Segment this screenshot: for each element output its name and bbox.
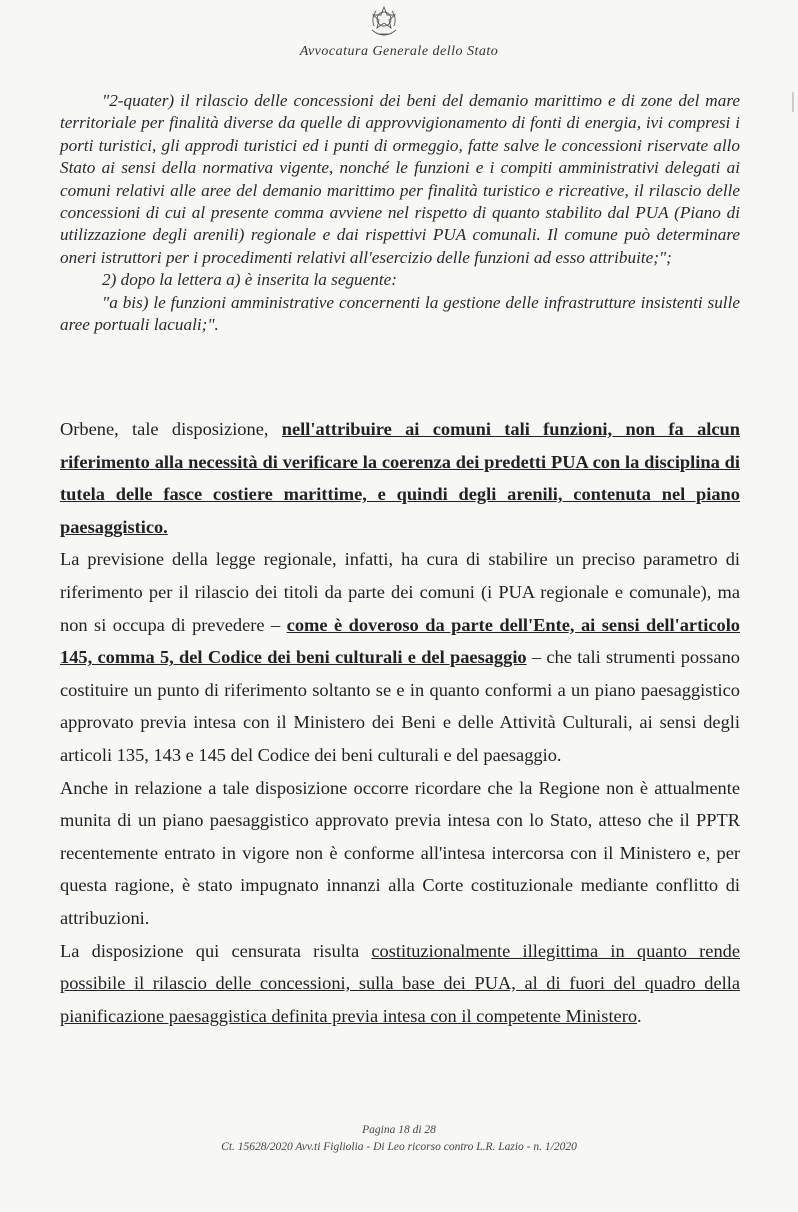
para4-underlined: costituzionalmente illegittima in quanto rende possibile il rilascio delle concessioni, sulla base dei PUA, al di fuori del quadro della pianificazione paesaggistica definita previa intesa con il competente Ministero	[60, 940, 741, 1026]
quoted-law-text	[60, 90, 740, 336]
body-text	[60, 413, 740, 1032]
quote-paragraph-3: "a bis) le funzioni amministrative concernenti la gestione delle infrastrutture insistenti sulle aree portuali lacuali;".	[60, 292, 740, 335]
page-footer	[0, 1122, 798, 1156]
margin-mark	[792, 92, 794, 112]
quote-paragraph-1: "2-quater) il rilascio delle concessioni dei beni del demanio marittimo e di zone del mare territoriale per finalità diverse da quelle di approvvigionamento di fonti di energia, ivi compresi i porti turistici, gli approdi turistici ed i punti di ormeggio, fatte salve le concessioni riservate allo Stato ai sensi della normativa vigente, nonché le funzioni e i compiti amministrativi delegati ai comuni relativi alle aree del demanio marittimo per finalità turistico e ricreative, il rilascio delle concessioni di cui al presente comma avviene nel rispetto di quanto stabilito dal PUA (Piano di utilizzazione degli arenili) regionale e dai rispettivi PUA comunali. Il comune può determinare oneri istruttori per i procedimenti relativi all'esercizio delle funzioni ad esso attribuite;";	[60, 91, 740, 267]
para1-emphasis: nell'attribuire ai comuni tali funzioni, non fa alcun riferimento alla necessità di verificare la coerenza dei predetti PUA con la disciplina di tutela delle fasce costiere marittime, e quindi degli arenili, contenuta nel piano paesaggistico.	[60, 419, 740, 537]
para4-plain-end: .	[637, 1005, 642, 1026]
para4-plain-start: La disposizione qui censurata risulta	[60, 940, 372, 961]
body-paragraph-3: Anche in relazione a tale disposizione occorre ricordare che la Regione non è attualmente munita di un piano paesaggistico approvato previa intesa con lo Stato, atteso che il PPTR recentemente entrato in vigore non è conforme all'intesa intercorsa con il Ministero e, per questa ragione, è stato impugnato innanzi alla Corte costituzionale mediante conflitto di attribuzioni.	[60, 777, 740, 928]
para2-emphasis: come è doveroso da parte dell'Ente, ai sensi dell'articolo 145, comma 5, del Codice dei beni culturali e del paesaggio	[60, 614, 740, 668]
header-title: Avvocatura Generale dello Stato	[299, 44, 499, 59]
case-reference: Ct. 15628/2020 Avv.ti Figliolia - Di Leo ricorso contro L.R. Lazio - n. 1/2020	[221, 1141, 577, 1153]
para2-plain-start: La previsione della legge regionale, infatti, ha cura di stabilire un preciso parametro di riferimento per il rilascio dei titoli da parte dei comuni (i PUA regionale e comunale), ma non si occupa di prevedere –	[60, 549, 740, 635]
body-paragraph-2	[60, 543, 740, 771]
body-paragraph-4	[60, 935, 740, 1033]
quote-paragraph-2: 2) dopo la lettera a) è inserita la seguente:	[102, 270, 397, 290]
para1-plain: Orbene, tale disposizione,	[60, 419, 282, 439]
italian-republic-emblem-icon	[368, 4, 400, 40]
para2-plain-end: – che tali strumenti possano costituire un punto di riferimento soltanto se e in quanto conformi a un piano paesaggistico approvato previa intesa con il Ministero dei Beni e delle Attività Culturali, ai sensi degli articoli 135, 143 e 145 del Codice dei beni culturali e del paesaggio.	[60, 647, 740, 765]
page-number: Pagina 18 di 28	[362, 1124, 436, 1136]
body-paragraph-1	[60, 413, 740, 543]
